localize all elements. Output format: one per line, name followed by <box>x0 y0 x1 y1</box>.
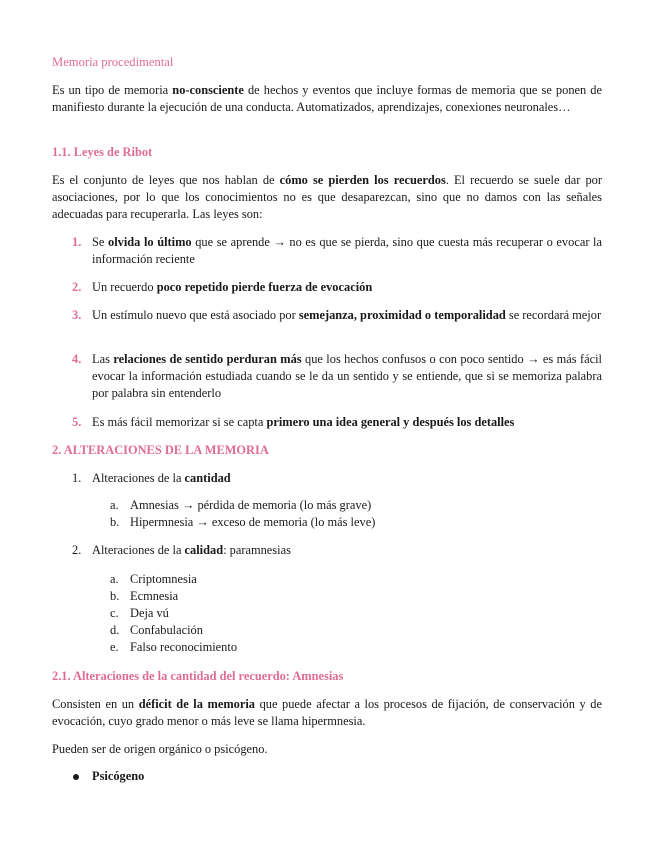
intro-bold: no-consciente <box>172 83 244 97</box>
law-text-post: que los hechos confusos o con poco sentido → es más fácil evocar la información estudiada cuando se le da un sentido y se entiende, que si se memoriza palabra por palabra sin entenderlo <box>92 352 603 400</box>
sub-letter: c. <box>110 606 119 620</box>
law-text-pre: Un recuerdo <box>92 280 157 294</box>
law-text-bold: olvida lo último <box>108 235 192 249</box>
law-text-bold: poco repetido pierde fuerza de evocación <box>156 280 373 294</box>
law-text-bold: relaciones de sentido perduran más <box>113 352 302 366</box>
sub-text: Amnesias → pérdida de memoria (lo más grave) <box>130 498 372 512</box>
law-text-bold: primero una idea general y después los detalles <box>266 415 515 429</box>
list-text-post: : paramnesias <box>223 543 291 557</box>
ribot-heading: 1.1. Leyes de Ribot <box>52 145 153 159</box>
list-number: 1. <box>72 471 82 485</box>
section-title: Memoria procedimental <box>52 55 174 69</box>
sub-letter: d. <box>110 623 120 637</box>
sub-text: Confabulación <box>130 623 203 637</box>
law-text-pre: Se <box>92 235 108 249</box>
sub-text: Hipermnesia → exceso de memoria (lo más leve) <box>130 515 376 529</box>
intro-text: Es un tipo de memoria <box>52 83 173 97</box>
sub-letter: a. <box>110 572 119 586</box>
sub-text: Criptomnesia <box>130 572 197 586</box>
list-text-bold: calidad <box>184 543 224 557</box>
origin-paragraph: Pueden ser de origen orgánico o psicógeno. <box>52 742 268 756</box>
law-number: 5. <box>72 415 82 429</box>
ribot-desc-bold: cómo se pierden los recuerdos <box>279 173 446 187</box>
amnesias-paragraph <box>52 696 602 730</box>
ribot-desc-text: Es el conjunto de leyes que nos hablan de <box>52 173 280 187</box>
law-text-post: que se aprende → no es que se pierda, sino que cuesta más recuperar o evocar la información reciente <box>92 235 602 266</box>
ribot-desc-text-end: . El recuerdo se suele dar por asociaciones, por lo que los conocimientos no es que desaparezcan, sino que no damos con las señales adecuadas para recuperarla. Las leyes son: <box>52 173 602 221</box>
list-number: 2. <box>72 543 82 557</box>
list-text <box>92 470 231 487</box>
law-number: 3. <box>72 308 82 322</box>
intro-text-end: de hechos y eventos que incluye formas de memoria que se ponen de manifiesto durante la ejecución de una conducta. Automatizados, aprendizajes, conexiones neuronales… <box>52 83 603 114</box>
sub-letter: e. <box>110 640 119 654</box>
law-text-pre: Es más fácil memorizar si se capta <box>92 415 267 429</box>
amnesias-heading: 2.1. Alteraciones de la cantidad del recuerdo: Amnesias <box>52 669 344 683</box>
sub-text: Falso reconocimiento <box>130 640 238 654</box>
amnesias-bold: déficit de la memoria <box>138 697 255 711</box>
sub-letter: b. <box>110 589 120 603</box>
intro-paragraph <box>52 82 602 116</box>
law-text-post: se recordará mejor <box>505 308 602 322</box>
law-text-pre: Las <box>92 352 114 366</box>
amnesias-text-end: que puede afectar a los procesos de fijación, de conservación y de evocación, cuyo grado menor o más leve se llama hipermnesia. <box>52 697 602 728</box>
sub-letter: b. <box>110 515 120 529</box>
law-text-bold: semejanza, proximidad o temporalidad <box>298 308 506 322</box>
law-text <box>92 351 602 402</box>
alteraciones-heading: 2. ALTERACIONES DE LA MEMORIA <box>52 443 269 457</box>
bullet-dot <box>73 774 79 780</box>
sub-letter: a. <box>110 498 119 512</box>
law-number: 4. <box>72 352 82 366</box>
list-text <box>92 542 291 559</box>
bullet-text: Psicógeno <box>92 769 145 783</box>
amnesias-text: Consisten en un <box>52 697 139 711</box>
law-text-pre: Un estímulo nuevo que está asociado por <box>92 308 299 322</box>
law-text <box>92 307 602 324</box>
law-number: 1. <box>72 235 82 249</box>
law-text <box>92 414 602 431</box>
sub-text: Ecmnesia <box>130 589 179 603</box>
law-number: 2. <box>72 280 82 294</box>
ribot-description <box>52 172 602 223</box>
sub-text: Deja vú <box>130 606 169 620</box>
law-text <box>92 234 602 268</box>
list-text-bold: cantidad <box>184 471 231 485</box>
law-text <box>92 279 602 296</box>
list-text-pre: Alteraciones de la <box>92 543 185 557</box>
list-text-pre: Alteraciones de la <box>92 471 185 485</box>
